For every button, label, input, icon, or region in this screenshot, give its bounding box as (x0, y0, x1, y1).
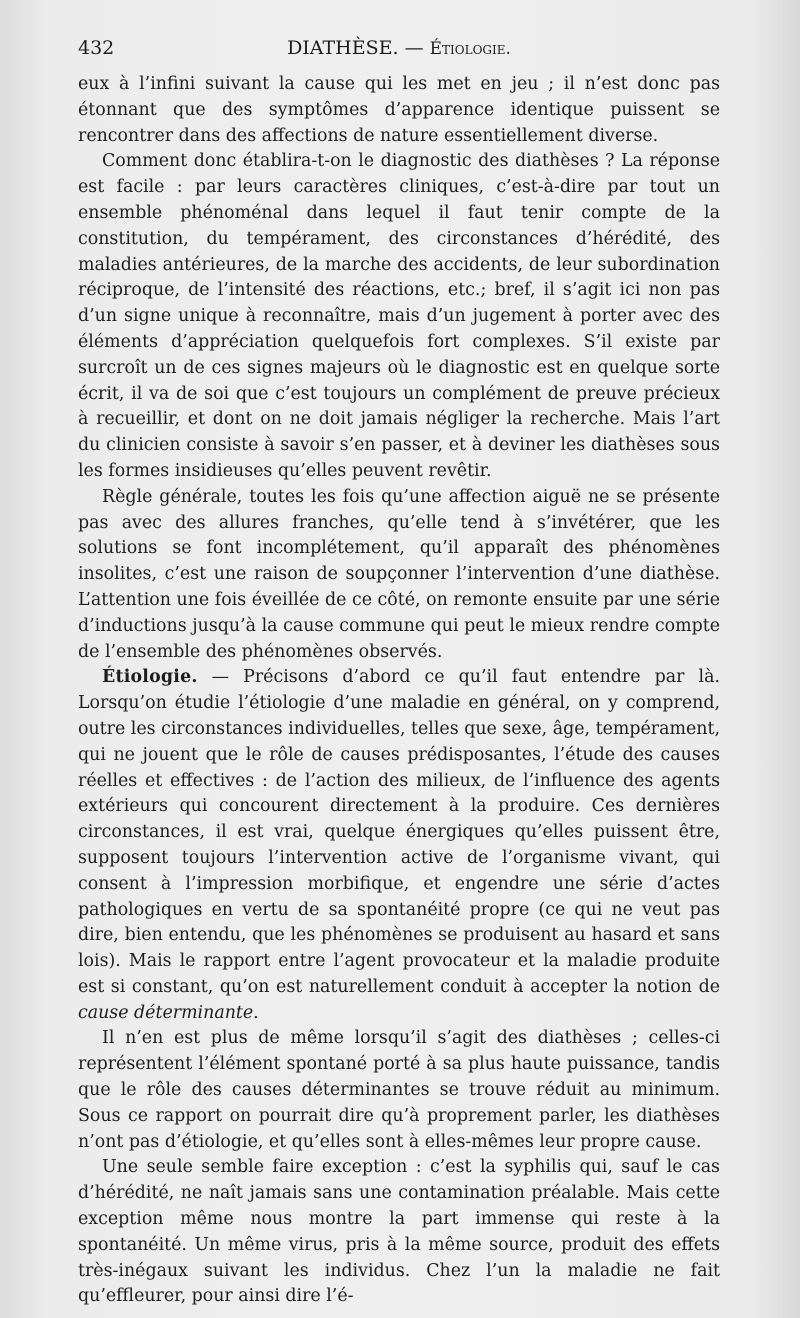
header-separator: — (398, 37, 430, 59)
section-subtitle: Étiologie. (429, 39, 511, 59)
body-text (78, 72, 720, 1310)
paragraph-continuation: eux à l’infini suivant la cause qui les met en jeu ; il n’est donc pas étonnant que des symptômes d’apparence identique puissent se rencontrer dans des affections de nature essentiellement diverse. (78, 74, 720, 146)
paragraph-syphilis: Une seule semble faire exception : c’est la syphilis qui, sauf le cas d’hérédité, ne naît jamais sans une contamination préalable. Mais cette exception même nous montre la part immense qui reste à la spontanéité. Un même virus, pris à la même source, produit des effets très-inégaux suivant les individus. Chez l’un la maladie ne fait qu’effleurer, pour ainsi dire l’é- (78, 1157, 720, 1307)
etiology-text: — Précisons d’abord ce qu’il faut entendre par là. Lorsqu’on étudie l’étiologie d’une maladie en général, on y comprend, outre les circonstances individuelles, telles que sexe, âge, tempérament, qui ne jouent que le rôle de causes prédisposantes, l’étude des causes réelles et effectives : de l’action des milieux, de l’influence des agents extérieurs qui concourent directement à la produire. Ces dernières circonstances, il est vrai, quelque énergiques qu’elles puissent être, supposent toujours l’intervention active de l’organisme vivant, qui consent à l’impression morbifique, et engendre une série d’actes pathologiques en vertu de sa spontanéité propre (ce qui ne veut pas dire, bien entendu, que les phénomènes se produisent au hasard et sans lois). Mais le rapport entre l’agent provocateur et la maladie produite est si constant, qu’on est naturellement conduit à accepter la notion de (78, 667, 720, 997)
chapter-title: DIATHÈSE. (287, 37, 399, 59)
page-number: 432 (78, 37, 115, 59)
section-heading-etiologie: Étiologie. (102, 667, 198, 688)
running-header (78, 34, 720, 62)
running-head-title (78, 34, 720, 63)
paragraph-etiology (78, 665, 720, 1026)
paragraph-diagnostic: Comment donc établira-t-on le diagnostic des diathèses ? La réponse est facile : par leurs caractères cliniques, c’est-à-dire par tout un ensemble phénoménal dans lequel il faut tenir compte de la constitution, du tempérament, des circonstances d’hérédité, des maladies antérieures, de la marche des accidents, de leur subordination réciproque, de l’intensité des réactions, etc.; bref, il s’agit ici non pas d’un signe unique à reconnaître, mais d’un jugement à porter avec des éléments d’appréciation quelquefois fort complexes. S’il existe par surcroît un de ces signes majeurs où le diagnostic est en quelque sorte écrit, il va de soi que c’est toujours un complément de preuve précieux à recueillir, et dont on ne doit jamais négliger la recherche. Mais l’art du clinicien consiste à savoir s’en passer, et à deviner les diathèses sous les formes insidieuses qu’elles peuvent revêtir. (78, 151, 720, 481)
italic-term: cause déterminante (78, 1002, 254, 1023)
paragraph-general-rule: Règle générale, toutes les fois qu’une affection aiguë ne se présente pas avec des allures franches, qu’elle tend à s’invétérer, que les solutions se font incomplétement, qu’il apparaît des phénomènes insolites, c’est une raison de soupçonner l’intervention d’une diathèse. L’attention une fois éveillée de ce côté, on remonte ensuite par une série d’inductions jusqu’à la cause commune qui peut le mieux rendre compte de l’ensemble des phénomènes observés. (78, 486, 720, 662)
paragraph-diatheses: Il n’en est plus de même lorsqu’il s’agit des diathèses ; celles-ci représentent l’élément spontané porté à sa plus haute puissance, tandis que le rôle des causes déterminantes se trouve réduit au minimum. Sous ce rapport on pourrait dire qu’à proprement parler, les diathèses n’ont pas d’étiologie, et qu’elles sont à elles-mêmes leur propre cause. (78, 1028, 720, 1152)
etiology-text-end: . (253, 1002, 259, 1023)
